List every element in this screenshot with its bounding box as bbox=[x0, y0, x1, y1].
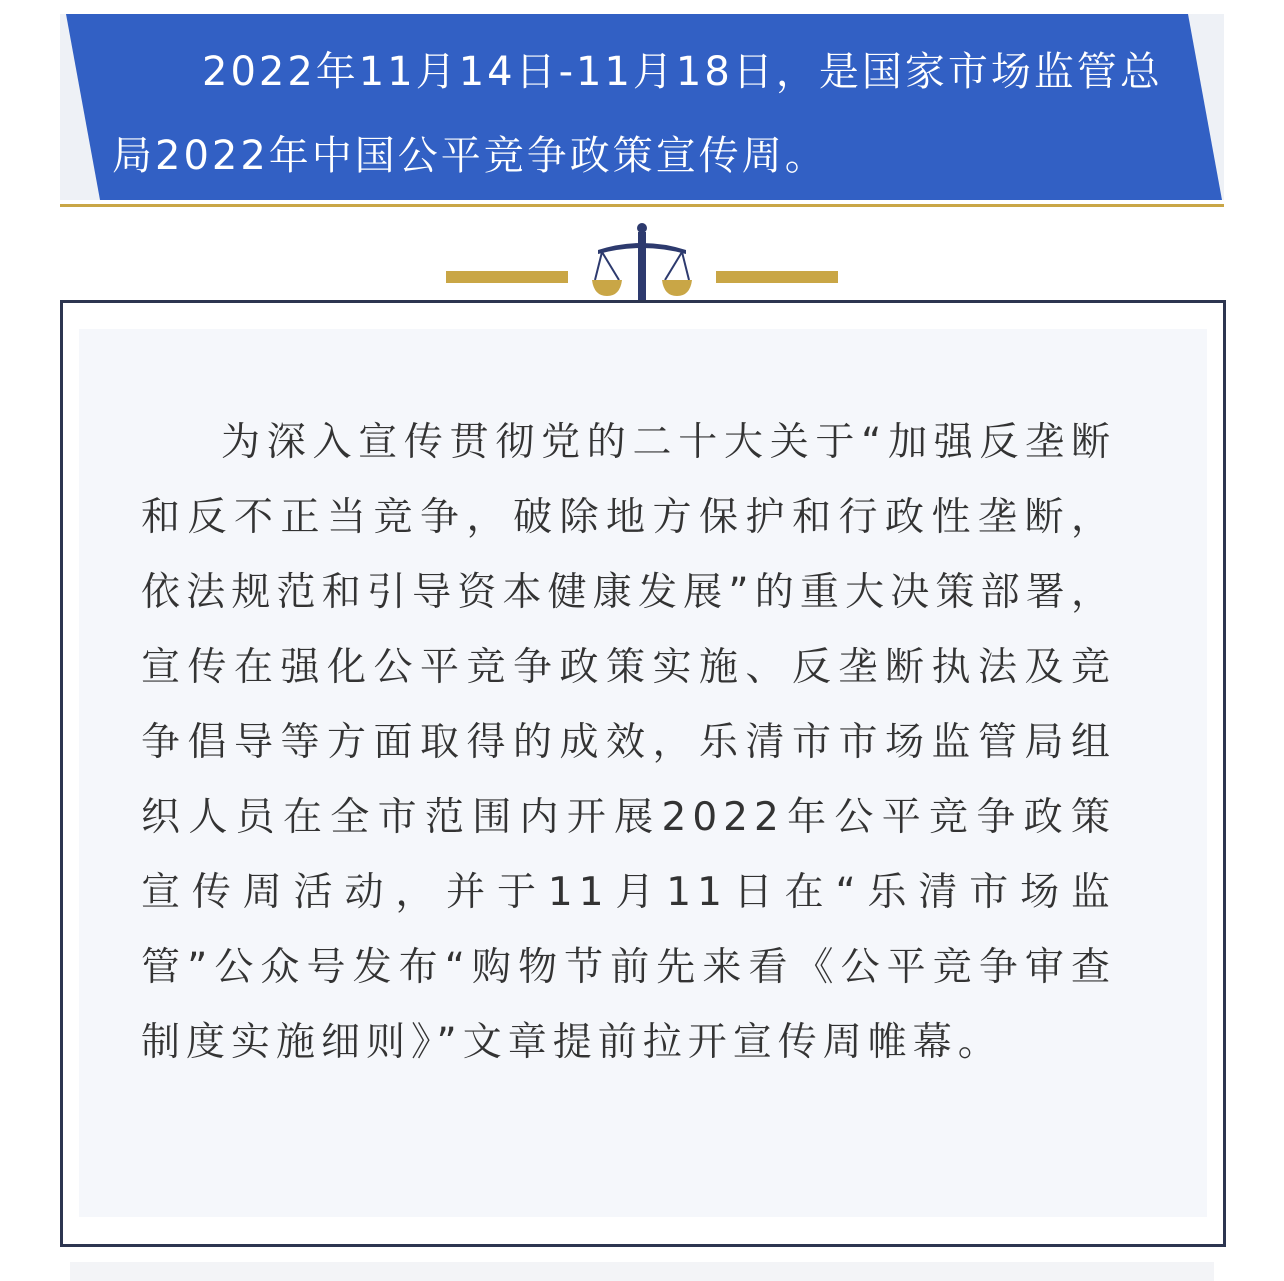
content-paragraph: 为深入宣传贯彻党的二十大关于“加强反垄断和反不正当竞争，破除地方保护和行政性垄断，依法规范和引导资本健康发展”的重大决策部署，宣传在强化公平竞争政策实施、反垄断执法及竞争倡导等方面取得的成效，乐清市市场监管局组织人员在全市范围内开展2022年公平竞争政策宣传周活动，并于11月11日在“乐清市场监管”公众号发布“购物节前先来看《公平竞争审查制度实施细则》”文章提前拉开宣传周帷幕。 bbox=[141, 420, 1116, 1065]
divider-right-bar bbox=[716, 271, 838, 283]
bottom-strip bbox=[70, 1262, 1214, 1281]
banner-text: 2022年11月14日-11月18日，是国家市场监管总局2022年中国公平竞争政策宣传周。 bbox=[112, 49, 1163, 179]
content-card bbox=[60, 300, 1226, 1247]
banner-gold-rule bbox=[60, 204, 1224, 207]
divider-left-bar bbox=[446, 271, 568, 283]
